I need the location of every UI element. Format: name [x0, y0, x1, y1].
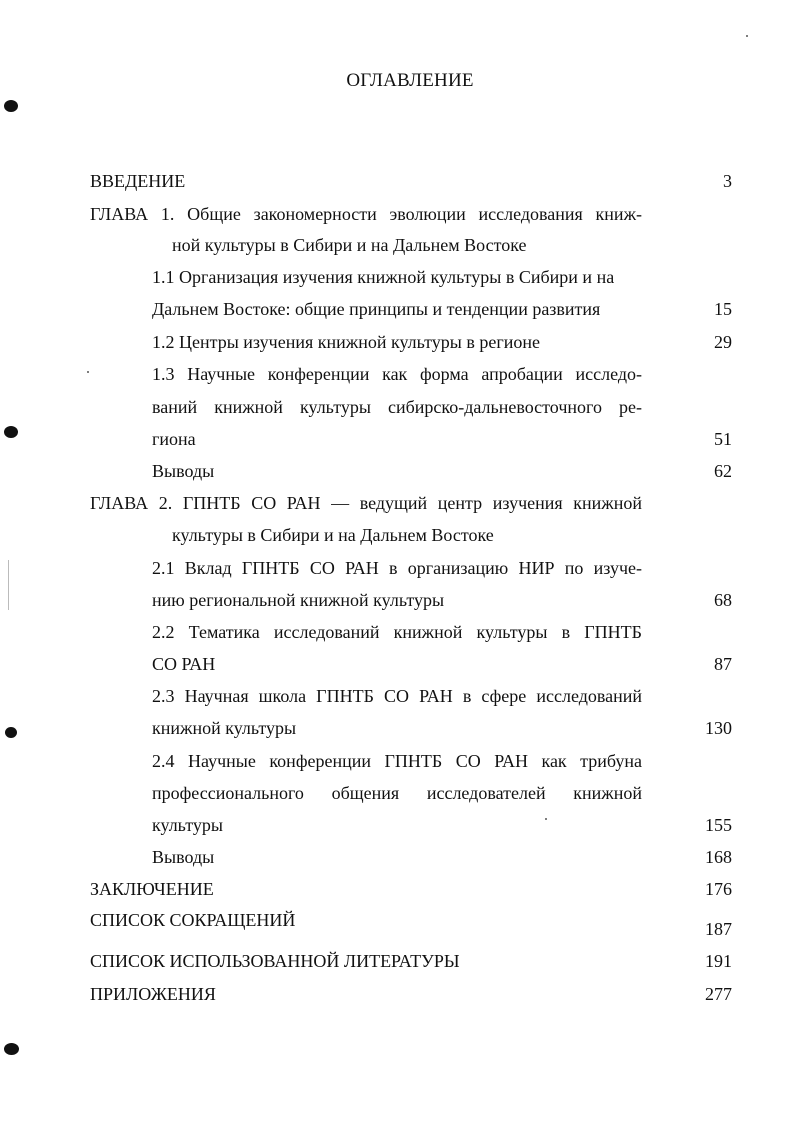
page-title: ОГЛАВЛЕНИЕ	[346, 70, 474, 91]
scan-mark	[5, 727, 17, 738]
toc-entry-text: 1.1 Организация изучения книжной культуры в Сибири и на	[152, 267, 615, 287]
toc-entry-text: СПИСОК СОКРАЩЕНИЙ	[90, 910, 296, 930]
toc-entry-text: ГЛАВА 1. Общие закономерности эволюции исследования книж-	[90, 204, 642, 224]
toc-entry-page: 51	[714, 429, 732, 449]
toc-entry-page: 277	[705, 984, 732, 1004]
toc-entry-page: 29	[714, 332, 732, 352]
toc-entry-text: 2.4 Научные конференции ГПНТБ СО РАН как трибуна	[152, 751, 642, 771]
toc-entry-page: 62	[714, 461, 732, 481]
scan-mark	[4, 1043, 19, 1055]
toc-entry-page: 130	[705, 718, 732, 738]
toc-entry-text: культуры в Сибири и на Дальнем Востоке	[172, 525, 494, 545]
toc-entry-page: 15	[714, 299, 732, 319]
toc-entry-text: ПРИЛОЖЕНИЯ	[90, 984, 216, 1004]
toc-entry-text: Выводы	[152, 461, 215, 481]
toc-entry-text: 2.1 Вклад ГПНТБ СО РАН в организацию НИР по изуче-	[152, 558, 642, 578]
toc-entry-text: 1.3 Научные конференции как форма апробации исследо-	[152, 364, 642, 384]
toc-entry-text: ваний книжной культуры сибирско-дальневосточного ре-	[152, 397, 642, 417]
toc-entry-text: ГЛАВА 2. ГПНТБ СО РАН — ведущий центр изучения книжной	[90, 493, 642, 513]
toc-entry-text: книжной культуры	[152, 718, 297, 738]
toc-entry-text: профессионального общения исследователей книжной	[152, 783, 642, 803]
toc-entry-text: 2.2 Тематика исследований книжной культуры в ГПНТБ	[152, 622, 642, 642]
toc-entry-text: ЗАКЛЮЧЕНИЕ	[90, 879, 214, 899]
toc-entry-text: 1.2 Центры изучения книжной культуры в регионе	[152, 332, 541, 352]
toc-entry-page: 87	[714, 654, 732, 674]
toc-entry-text: Дальнем Востоке: общие принципы и тенденции развития	[152, 299, 601, 319]
toc-entry-page: 187	[705, 919, 732, 939]
toc-entry-text: ной культуры в Сибири и на Дальнем Востоке	[172, 235, 527, 255]
toc-entry-text: СПИСОК ИСПОЛЬЗОВАННОЙ ЛИТЕРАТУРЫ	[90, 951, 460, 971]
toc-entry-page: 3	[723, 171, 732, 191]
toc-entry-text: культуры	[152, 815, 223, 835]
toc-entry-page: 68	[714, 590, 732, 610]
toc-entry-text: Выводы	[152, 847, 215, 867]
toc-entry-text: гиона	[152, 429, 196, 449]
toc-entry-text: 2.3 Научная школа ГПНТБ СО РАН в сфере исследований	[152, 686, 642, 706]
scan-speck	[87, 371, 89, 373]
scan-speck	[746, 35, 748, 37]
toc-entry-page: 168	[705, 847, 732, 867]
scan-mark	[4, 426, 18, 438]
toc-entry-page: 191	[705, 951, 732, 971]
toc-entry-page: 176	[705, 879, 732, 899]
scan-speck	[545, 818, 547, 820]
toc-entry-page: 155	[705, 815, 732, 835]
toc-entry-text: нию региональной книжной культуры	[152, 590, 445, 610]
scan-mark	[4, 100, 18, 112]
scan-edge	[8, 560, 9, 610]
toc-entry-text: СО РАН	[152, 654, 216, 674]
toc-entry-text: ВВЕДЕНИЕ	[90, 171, 186, 191]
